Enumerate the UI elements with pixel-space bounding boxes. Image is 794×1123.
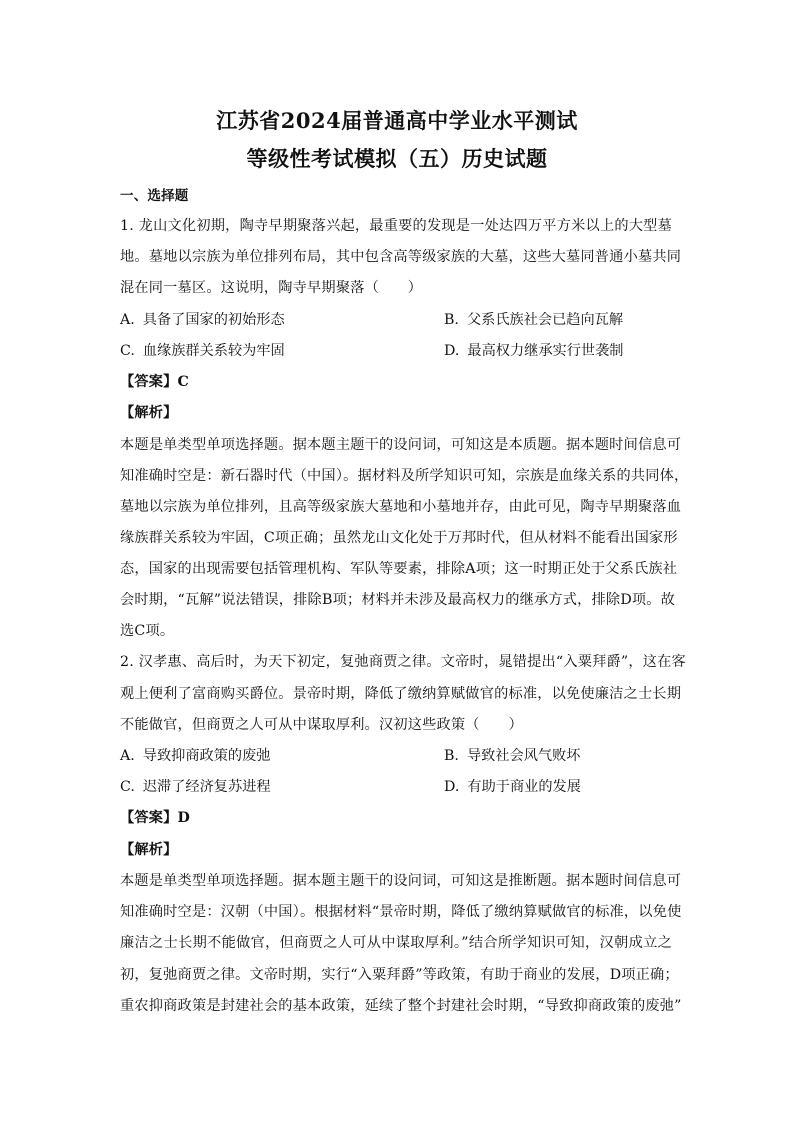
document-title-line-2: 等级性考试模拟（五）历史试题 [246,146,548,171]
question-2-option-d [444,777,581,797]
option-text: 导致社会风气败坏 [466,748,581,764]
question-1-analysis-line: 会时期，“瓦解”说法错误，排除B项；材料并未涉及最高权力的继承方式，排除D项。故 [120,592,676,608]
question-1-analysis-line: 选C项。 [120,623,175,639]
option-text: 父系氏族社会已趋向瓦解 [466,312,624,328]
question-2-stem-line-1: 2. 汉孝惠、高后时，为天下初定，复弛商贾之律。文帝时，晁错提出“入粟拜爵”，这在客 [120,654,686,670]
question-2-analysis-line: 重农抑商政策是封建社会的基本政策，延续了整个封建社会时期，“导致抑商政策的废弛” [120,998,682,1014]
question-2-analysis-line: 知准确时空是：汉朝（中国）。根据材料“景帝时期，降低了缴纳算赋做官的标准，以免使 [120,904,682,920]
option-text: 具备了国家的初始形态 [142,312,285,328]
question-2-analysis-label: 【解析】 [120,842,178,858]
question-2-stem-line-3: 不能做官，但商贾之人可从中谋取厚利。汉初这些政策（ ） [120,717,523,733]
question-1-option-c [120,341,285,361]
option-letter: A. [120,748,135,764]
question-1-option-d [444,341,623,361]
question-2-analysis-line: 本题是单类型单项选择题。据本题主题干的设问词，可知这是推断题。据本题时间信息可 [120,873,682,889]
question-1-analysis-line: 墓地以宗族为单位排列，且高等级家族大墓地和小墓地并存，由此可见，陶寺早期聚落血 [120,499,682,515]
question-1-analysis-label: 【解析】 [120,405,178,421]
option-text: 导致抑商政策的废弛 [142,748,271,764]
question-2-answer: 【答案】D [120,810,191,826]
option-text: 最高权力继承实行世袭制 [467,343,624,359]
option-text: 血缘族群关系较为牢固 [142,343,285,359]
option-text: 迟滞了经济复苏进程 [142,779,271,795]
question-1-stem-line-2: 地。墓地以宗族为单位排列布局，其中包含高等级家族的大墓，这些大墓同普通小墓共同 [120,249,682,265]
question-1-analysis-line: 知准确时空是：新石器时代（中国）。据材料及所学知识可知，宗族是血缘关系的共同体， [120,468,689,484]
option-letter: C. [120,779,135,795]
question-1-stem-line-1: 1. 龙山文化初期，陶寺早期聚落兴起，最重要的发现是一处达四万平方米以上的大型墓 [120,218,672,234]
question-1-answer: 【答案】C [120,374,190,390]
question-2-option-c [120,777,271,797]
question-1-option-a [120,310,285,330]
question-2-stem-line-2: 观上便利了富商购买爵位。景帝时期，降低了缴纳算赋做官的标准，以免使廉洁之士长期 [120,686,682,702]
question-1-analysis-line: 缘族群关系较为牢固，C项正确；虽然龙山文化处于万邦时代，但从材料不能看出国家形 [120,530,678,546]
document-title-line-1: 江苏省2024届普通高中学业水平测试 [216,108,578,133]
option-letter: D. [444,343,460,359]
option-letter: C. [120,343,135,359]
question-2-analysis-line: 初，复弛商贾之律。文帝时期，实行“入粟拜爵”等政策，有助于商业的发展，D项正确； [120,967,679,983]
question-2-option-a [120,746,270,766]
option-letter: B. [444,312,459,328]
question-1-stem-line-3: 混在同一墓区。这说明，陶寺早期聚落（ ） [120,280,423,296]
option-text: 有助于商业的发展 [467,779,581,795]
option-letter: A. [120,312,135,328]
question-1-option-b [444,310,623,330]
question-2-option-b [444,746,580,766]
section-heading: 一、选择题 [120,188,189,204]
option-letter: B. [444,748,459,764]
option-letter: D. [444,779,460,795]
question-1-analysis-line: 态，国家的出现需要包括管理机构、军队等要素，排除A项；这一时期正处于父系氏族社 [120,561,678,577]
question-1-analysis-line: 本题是单类型单项选择题。据本题主题干的设问词，可知这是本质题。据本题时间信息可 [120,437,682,453]
question-2-analysis-line: 廉洁之士长期不能做官，但商贾之人可从中谋取厚利。”结合所学知识可知，汉朝成立之 [120,935,672,951]
